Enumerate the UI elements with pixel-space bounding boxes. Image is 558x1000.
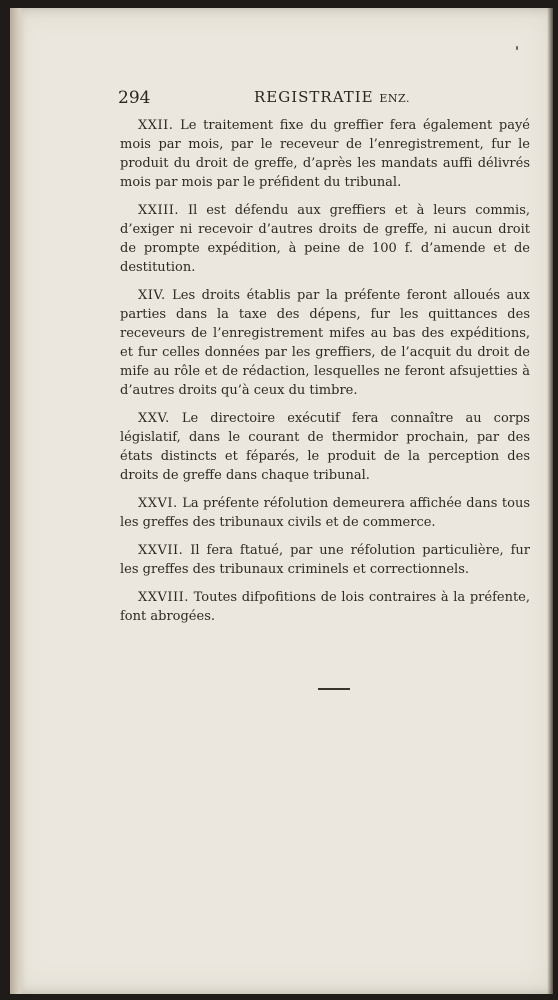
article-number: XXV. — [138, 411, 170, 426]
article-text: Les droits établis par la préfente feront alloués aux parties dans la taxe des dépens, fur les quittances des receveurs de l’enregistrement mifes au bas des expéditions, et fur celles données par les greffiers, de l’acquit du droit de mife au rôle et de rédaction, lesquelles ne feront afsujetties à d’autres droits qu’à ceux du timbre. — [120, 288, 530, 398]
running-title-abbrev: ENZ. — [379, 92, 411, 105]
end-rule — [318, 688, 350, 690]
article-text: Toutes difpofitions de lois contraires à la préfente, font abrogées. — [120, 590, 530, 624]
page-header — [118, 86, 528, 110]
article-xxvi — [120, 494, 530, 532]
running-title-main: REGISTRATIE — [254, 88, 374, 106]
article-number: XXVIII. — [138, 590, 189, 605]
article-xxvii — [120, 541, 530, 579]
article-xxii — [120, 116, 530, 192]
article-text: La préfente réfolution demeurera affichée dans tous les greffes des tribunaux civils et de commerce. — [120, 496, 530, 530]
article-number: XXVII. — [138, 543, 184, 558]
page-edge-shadow — [547, 8, 553, 994]
article-xxviii — [120, 588, 530, 626]
article-xiv — [120, 286, 530, 400]
page-binding-shadow — [10, 8, 24, 994]
article-xxv — [120, 409, 530, 485]
paper-speck — [516, 46, 518, 50]
article-number: XXII. — [138, 118, 174, 133]
article-number: XXVI. — [138, 496, 178, 511]
article-text: Le traitement fixe du greffier fera également payé mois par mois, par le receveur de l’enregistrement, fur le produit du droit de greffe, d’après les mandats auffi délivrés mois par mois par le préfident du tribunal. — [120, 118, 530, 190]
article-number: XIV. — [138, 288, 166, 303]
article-text: Le directoire exécutif fera connaître au corps législatif, dans le courant de thermidor prochain, par des états distincts et féparés, le produit de la perception des droits de greffe dans chaque tribunal. — [120, 411, 530, 483]
article-xxiii — [120, 201, 530, 277]
article-text: Il fera ftatué, par une réfolution particulière, fur les greffes des tribunaux criminels et correctionnels. — [120, 543, 530, 577]
article-number: XXIII. — [138, 203, 180, 218]
article-text: Il est défendu aux greffiers et à leurs commis, d’exiger ni recevoir d’autres droits de greffe, ni aucun droit de prompte expédition, à peine de 100 f. d’amende et de destitution. — [120, 203, 531, 275]
page-body — [120, 116, 530, 635]
page-number: 294 — [118, 88, 151, 108]
running-title — [254, 88, 410, 106]
